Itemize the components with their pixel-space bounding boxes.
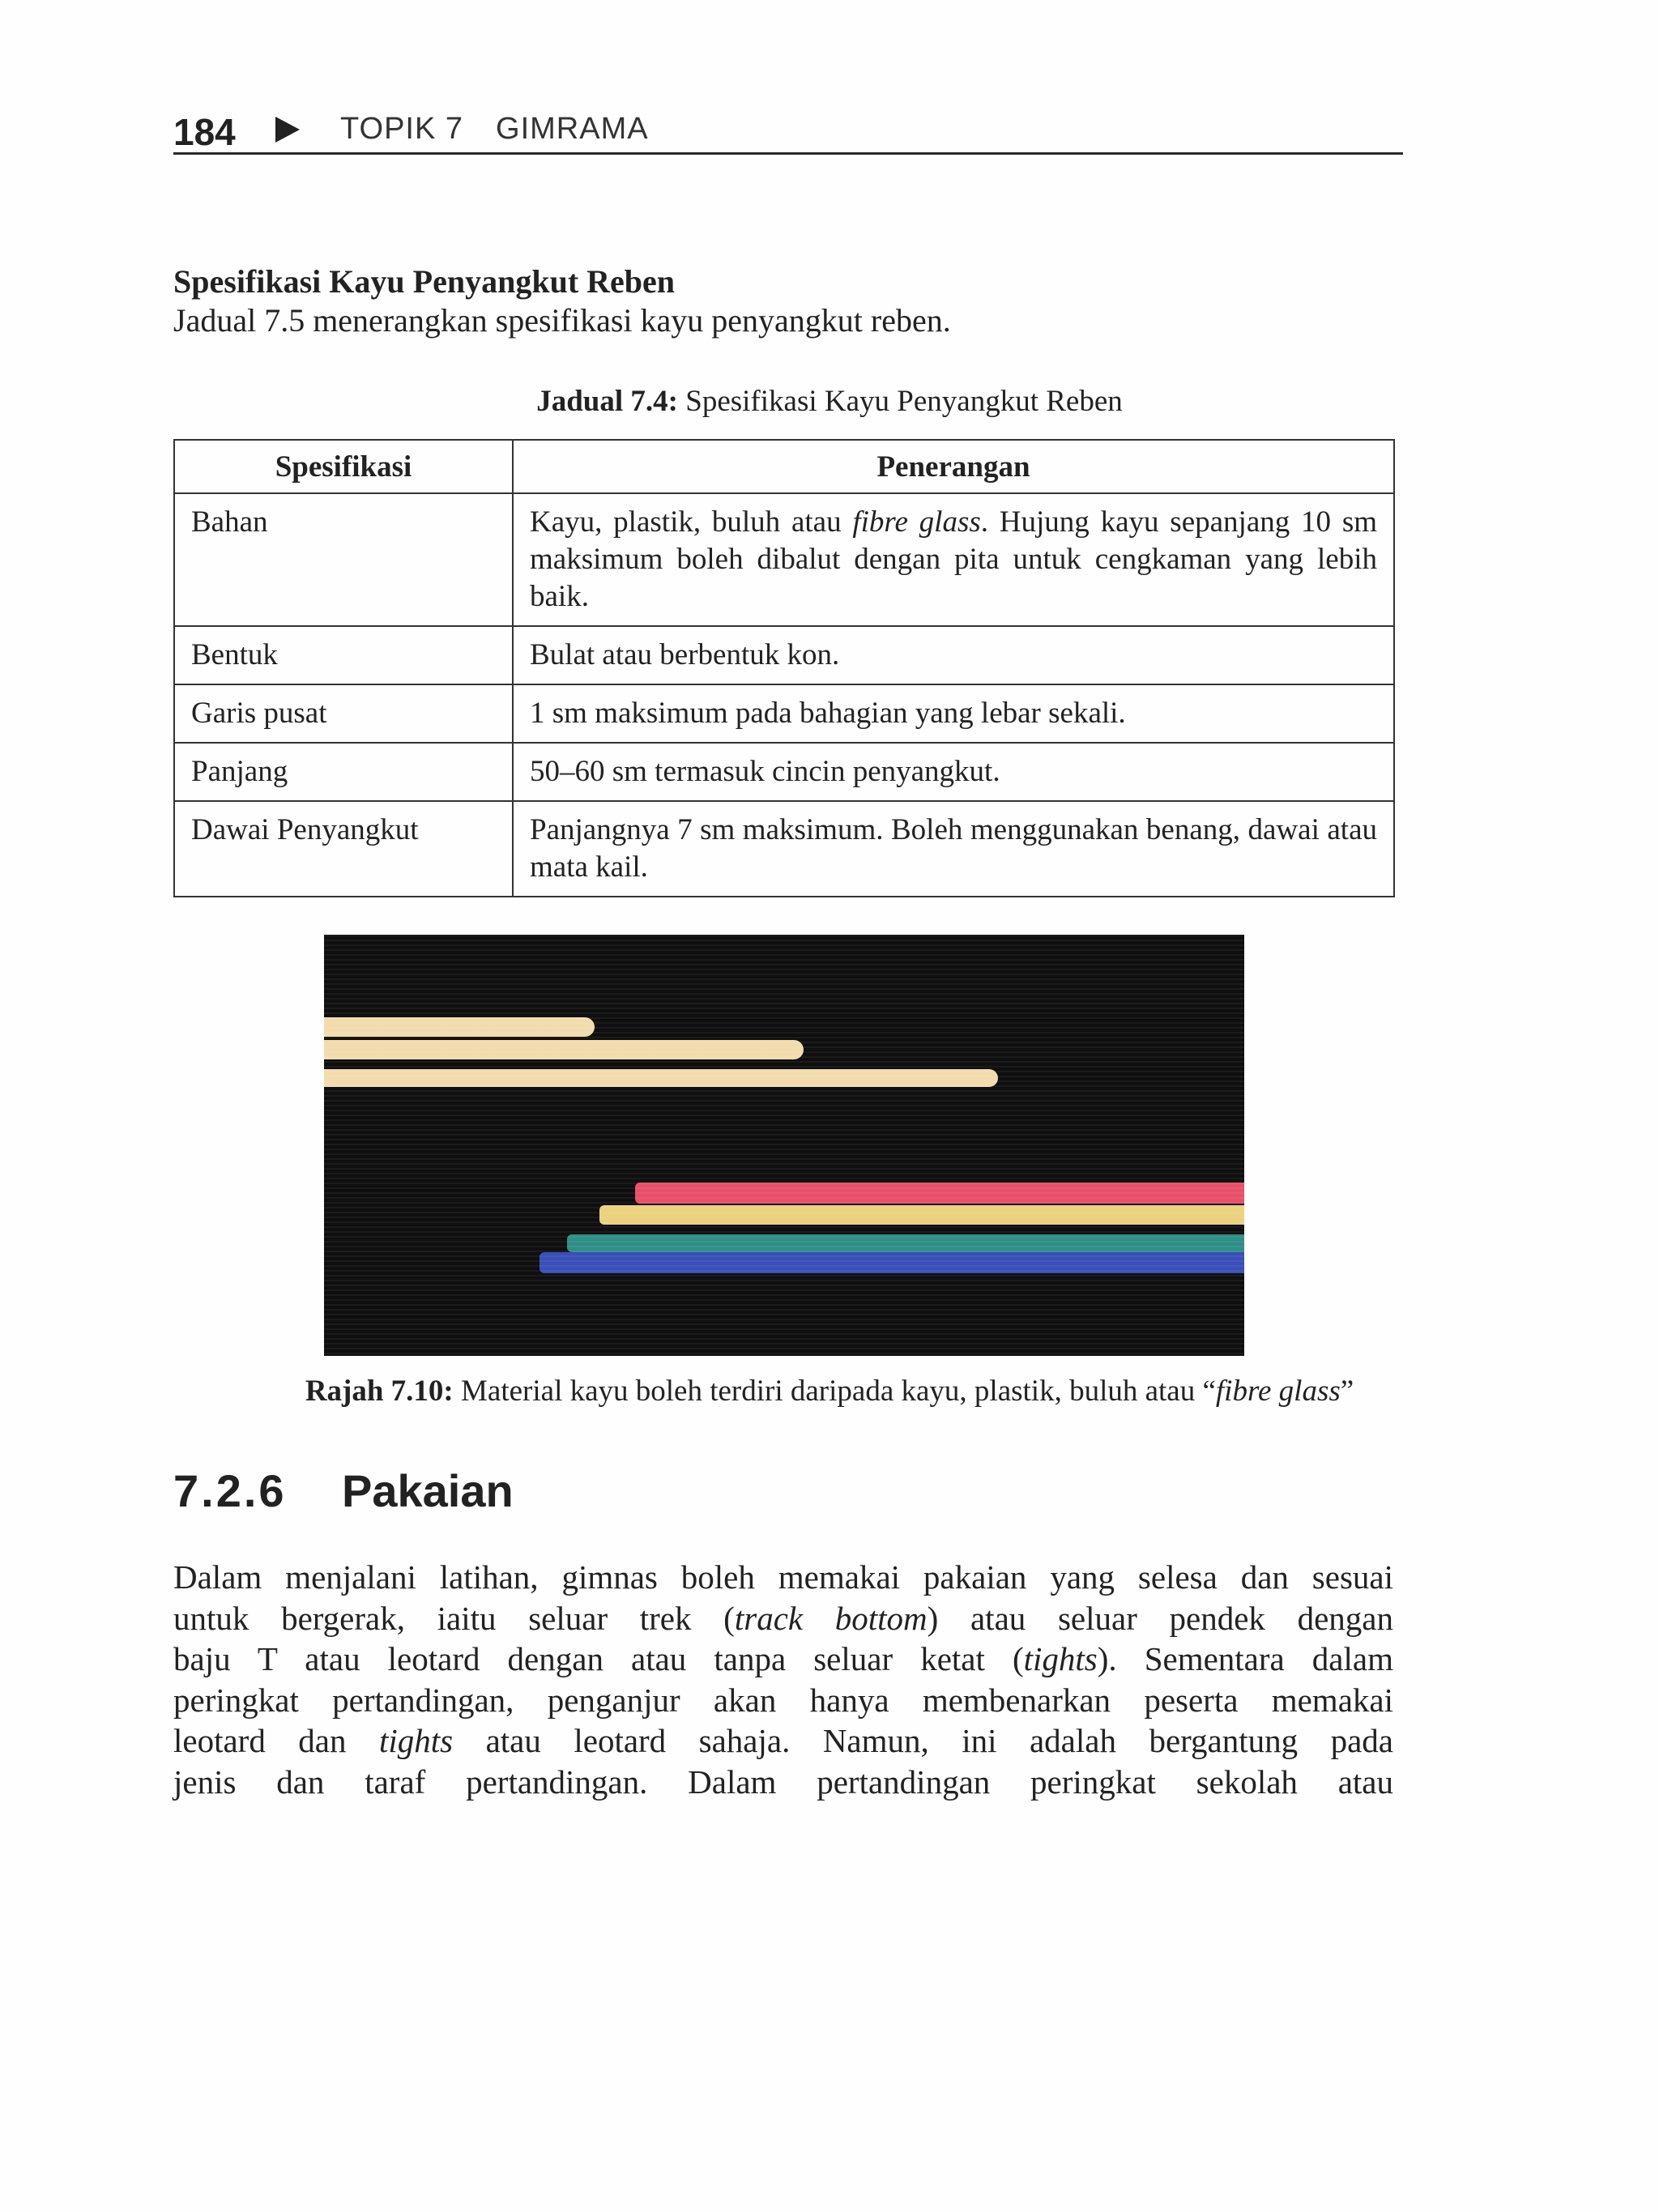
table-row: [174, 493, 1394, 626]
section-title: Pakaian: [342, 1465, 514, 1516]
desc-cell: [513, 493, 1394, 626]
spec-cell: Dawai Penyangkut: [174, 801, 513, 897]
header-spec: Spesifikasi: [174, 440, 513, 493]
subsection-heading: Spesifikasi Kayu Penyangkut Reben: [173, 263, 676, 300]
figure-caption-text: Material kayu boleh terdiri daripada kayu, plastik, buluh atau “: [453, 1375, 1216, 1408]
spec-cell: Garis pusat: [174, 684, 513, 743]
line-text: baju T atau leotard dengan atau tanpa seluar ketat (: [173, 1640, 1024, 1677]
scanline-overlay: [324, 935, 1244, 1356]
table-row: [174, 801, 1394, 897]
spec-cell: Bahan: [174, 493, 513, 626]
ribbon-sticks-photo: [324, 935, 1244, 1356]
paragraph-line: [173, 1598, 1393, 1639]
line-text: leotard dan: [173, 1722, 379, 1759]
paragraph-line: peringkat pertandingan, penganjur akan hanya membenarkan peserta memakai: [173, 1681, 1393, 1719]
desc-cell: Bulat atau berbentuk kon.: [513, 626, 1394, 684]
figure-caption-end: ”: [1340, 1375, 1354, 1408]
desc-cell: Panjangnya 7 sm maksimum. Boleh menggunakan benang, dawai atau mata kail.: [513, 801, 1394, 897]
desc-text: Kayu, plastik, buluh atau: [530, 505, 853, 539]
spec-cell: Panjang: [174, 743, 513, 801]
figure-caption-italic: fibre glass: [1215, 1375, 1341, 1408]
spec-table: [173, 439, 1395, 897]
table-caption-text: Spesifikasi Kayu Penyangkut Reben: [678, 385, 1123, 418]
line-italic: tights: [378, 1722, 454, 1759]
section-heading: [173, 1464, 514, 1517]
desc-cell: 1 sm maksimum pada bahagian yang lebar sekali.: [513, 684, 1394, 743]
table-row: [174, 684, 1394, 743]
figure-caption: [0, 1374, 1659, 1409]
line-text: untuk bergerak, iaitu seluar trek (: [173, 1599, 735, 1637]
section-number: 7.2.6: [173, 1465, 287, 1516]
chapter-title: GIMRAMA: [496, 112, 649, 146]
body-paragraph: [173, 1557, 1393, 1802]
paragraph-line: jenis dan taraf pertandingan. Dalam pertandingan peringkat sekolah atau: [173, 1762, 1393, 1801]
table-caption: [0, 384, 1659, 419]
desc-italic: fibre glass: [852, 505, 981, 539]
paragraph-line: Dalam menjalani latihan, gimnas boleh memakai pakaian yang selesa dan sesuai: [173, 1558, 1393, 1596]
table-caption-label: Jadual 7.4:: [536, 385, 678, 418]
table-header-row: [174, 440, 1394, 493]
line-text: atau leotard sahaja. Namun, ini adalah bergantung pada: [453, 1722, 1394, 1759]
topic-label: TOPIK 7: [340, 112, 464, 146]
paragraph-line: [173, 1720, 1393, 1762]
paragraph-line: [173, 1639, 1393, 1680]
intro-sentence: Jadual 7.5 menerangkan spesifikasi kayu penyangkut reben.: [173, 302, 951, 339]
figure-caption-label: Rajah 7.10:: [305, 1375, 454, 1408]
page-number: 184: [173, 111, 236, 153]
running-head: [173, 104, 1403, 155]
table-row: [174, 743, 1394, 801]
play-arrow-icon: [275, 117, 300, 143]
header-desc: Penerangan: [513, 440, 1394, 493]
table-row: [174, 626, 1394, 684]
spec-cell: Bentuk: [174, 626, 513, 684]
line-text: ) atau seluar pendek dengan: [927, 1599, 1393, 1637]
line-italic: tights: [1023, 1640, 1098, 1677]
line-italic: track bottom: [734, 1599, 928, 1637]
desc-text: . Hujung kayu sepanjang 10 sm maksimum boleh dibalut dengan pita untuk cengkaman yang lebih baik.: [530, 505, 1377, 613]
running-head-title: [340, 112, 681, 147]
desc-cell: 50–60 sm termasuk cincin penyangkut.: [513, 743, 1394, 801]
line-text: ). Sementara dalam: [1097, 1640, 1393, 1677]
